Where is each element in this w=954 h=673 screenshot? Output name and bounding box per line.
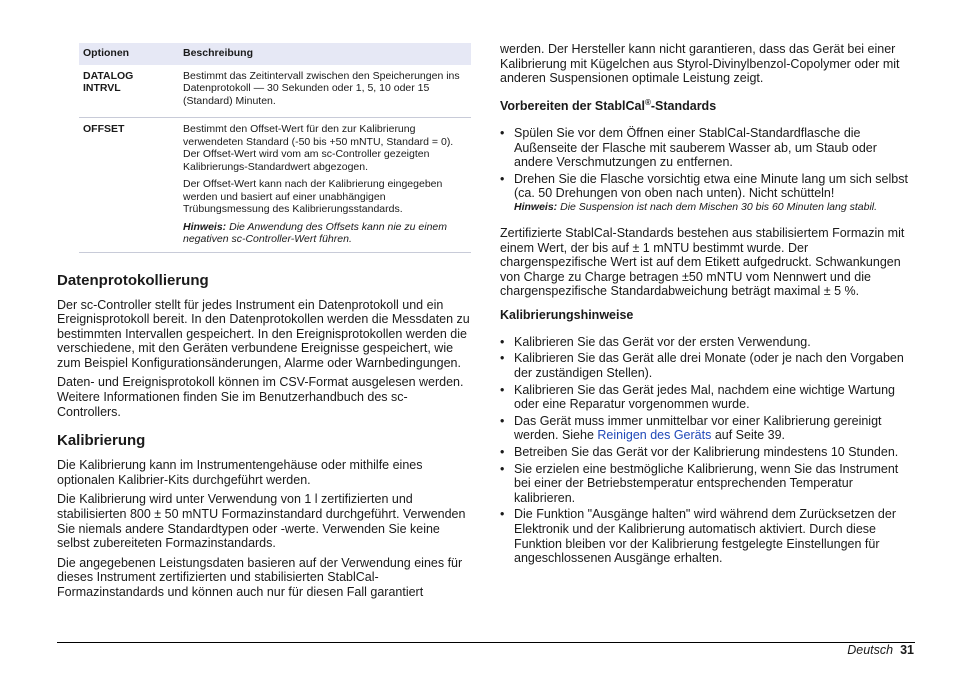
description-paragraph: Bestimmt das Zeitintervall zwischen den Speicherungen ins Datenprotokoll — 30 Sekunden oder 1, 5, 10 oder 15 (Standard) Minuten. <box>183 69 460 107</box>
footer-divider <box>57 642 915 643</box>
option-description <box>179 118 471 253</box>
column-header-description: Beschreibung <box>179 43 471 65</box>
bullet-icon: • <box>500 413 505 428</box>
note-text: Die Anwendung des Offsets kann nie zu einem negativen sc-Controller-Wert führen. <box>183 220 448 245</box>
bullet-icon: • <box>500 445 505 460</box>
list-item-text: Drehen Sie die Flasche vorsichtig etwa eine Minute lang um sich selbst (ca. 50 Drehungen von oben nach unten). Nicht schütteln! <box>514 171 908 201</box>
list-item-text: Kalibrieren Sie das Gerät vor der ersten Verwendung. <box>514 334 811 349</box>
table-row <box>79 65 471 118</box>
paragraph: Daten- und Ereignisprotokoll können im CSV-Format ausgelesen werden. Weitere Informationen finden Sie im Benutzerhandbuch des sc-Controllers. <box>57 375 464 419</box>
list-item <box>500 414 915 443</box>
list-item <box>500 462 915 506</box>
link-reinigen-des-geraets[interactable]: Reinigen des Geräts <box>597 428 712 443</box>
list-item <box>500 172 915 214</box>
list-item-text: Das Gerät muss immer unmittelbar vor einer Kalibrierung gereinigt werden. Siehe <box>514 413 882 443</box>
list-item-text: Kalibrieren Sie das Gerät alle drei Monate (oder je nach den Vorgaben der zuständigen Stellen). <box>514 351 904 381</box>
offset-note <box>183 221 467 246</box>
bullet-icon: • <box>500 171 505 186</box>
bullet-icon: • <box>500 507 505 522</box>
list-item-text: Die Funktion "Ausgänge halten" wird während dem Zurücksetzen der Elektronik und der Kalibrierung automatisch aktiviert. Durch diese Funktion bleiben vor der Kalibrierung festgelegte Einstellungen für angeschlossenen Ausgänge erhalten. <box>514 507 896 566</box>
heading-text: Vorbereiten der StablCal <box>500 98 645 113</box>
page-number: 31 <box>900 643 914 657</box>
mixing-note <box>514 201 915 214</box>
options-table <box>79 43 471 253</box>
list-item <box>500 335 915 350</box>
paragraph-continuation: werden. Der Hersteller kann nicht garantieren, dass das Gerät bei einer Kalibrierung mit Kügelchen aus Styrol-Divinylbenzol-Copolymer oder mit anderen Suspensionen optimale Leistung zeigt. <box>500 42 900 86</box>
list-item-text: Spülen Sie vor dem Öffnen einer StablCal-Standardflasche die Außenseite der Flasche mit sauberem Wasser ab, um Staub oder andere Verschmutzungen zu entfernen. <box>514 125 877 170</box>
footer-language: Deutsch <box>847 643 894 657</box>
column-header-option: Optionen <box>79 43 179 65</box>
bullet-icon: • <box>500 382 505 397</box>
list-item <box>500 507 915 565</box>
option-datalog-intrvl: DATALOG INTRVL <box>83 69 134 94</box>
options-table-header <box>79 43 471 65</box>
description-paragraph: Bestimmt den Offset-Wert für den zur Kalibrierung verwendeten Standard (-50 bis +50 mNTU, Standard = 0). Der Offset-Wert wird vom am sc-Controller gezeigten Kalibrierungs-Standardwert abgezogen. <box>183 123 454 173</box>
list-item-text: Betreiben Sie das Gerät vor der Kalibrierung mindestens 10 Stunden. <box>514 445 899 460</box>
option-description <box>179 65 471 118</box>
paragraph: Die Kalibrierung kann im Instrumentengehäuse oder mithilfe eines optionalen Kalibrier-Kits durchgeführt werden. <box>57 458 423 487</box>
right-column <box>500 42 915 566</box>
option-name <box>79 65 179 118</box>
bullet-icon: • <box>500 125 505 140</box>
heading-kalibrierung: Kalibrierung <box>57 432 146 450</box>
note-label: Hinweis: <box>514 200 558 213</box>
table-row <box>79 118 471 253</box>
page-footer <box>847 643 914 657</box>
heading-vorbereiten-stablcal <box>500 95 915 114</box>
heading-text: -Standards <box>650 98 717 113</box>
list-item-text: auf Seite 39. <box>711 428 786 443</box>
preparation-list <box>500 126 915 214</box>
list-item-text: Kalibrieren Sie das Gerät jedes Mal, nachdem eine wichtige Wartung oder eine Reparatur vorgenommen wurde. <box>514 382 895 412</box>
registered-mark: ® <box>644 97 651 107</box>
bullet-icon: • <box>500 351 505 366</box>
heading-kalibrierungshinweise: Kalibrierungshinweise <box>500 307 634 322</box>
option-name: OFFSET <box>79 118 179 253</box>
list-item <box>500 351 915 380</box>
left-column <box>57 43 471 600</box>
list-item-text: Sie erzielen eine bestmögliche Kalibrierung, wenn Sie das Instrument bei einer der Betriebstemperatur entsprechenden Temperatur kalibrieren. <box>514 461 899 505</box>
bullet-icon: • <box>500 334 505 349</box>
paragraph: Zertifizierte StablCal-Standards bestehen aus stabilisiertem Formazin mit einem Wert, der bis auf ± 1 mNTU bestimmt wurde. Der chargenspezifische Wert ist auf dem Etikett aufgedruckt. Schwankungen von Charge zu Charge betragen ±50 mNTU vom Nennwert und die chargenspezifische Standardabweichung beträgt maximal ± 5 %. <box>500 225 905 299</box>
heading-datenprotokollierung: Datenprotokollierung <box>57 271 209 289</box>
paragraph: Die Kalibrierung wird unter Verwendung von 1 l zertifizierten und stabilisierten 800 ± 50 mNTU Formazinstandard durchgeführt. Verwenden Sie niemals andere Standardtypen oder -werte. Verwenden Sie keine selbst zubereiteten Formazinstandards. <box>57 492 466 551</box>
paragraph: Der sc-Controller stellt für jedes Instrument ein Datenprotokoll und ein Ereignisprotokoll bereit. In den Datenprotokollen werden die Messdaten zu bestimmten Intervallen gespeichert. In den Ereignisprotokollen werden die verschiedene, mit den Geräten verbundene Ereignisse gespeichert, wie zum Beispiel Konfigurationsänderungen, Alarme oder Warnbedingungen. <box>57 297 470 370</box>
note-text: Die Suspension ist nach dem Mischen 30 bis 60 Minuten lang stabil. <box>560 200 878 213</box>
list-item <box>500 383 915 412</box>
description-paragraph: Der Offset-Wert kann nach der Kalibrierung eingegeben werden und basiert auf einer unabhängigen Trübungsmessung des Kalibrierungsstandards. <box>183 178 443 215</box>
calibration-notes-list <box>500 335 915 566</box>
bullet-icon: • <box>500 461 505 476</box>
note-label: Hinweis: <box>183 220 227 233</box>
list-item <box>500 126 915 170</box>
paragraph: Die angegebenen Leistungsdaten basieren auf der Verwendung eines für dieses Instrument zertifizierten und stabilisierten StablCal-Formazinstandards und können auch nur für diesen Fall garantiert <box>57 555 463 599</box>
list-item <box>500 445 915 460</box>
